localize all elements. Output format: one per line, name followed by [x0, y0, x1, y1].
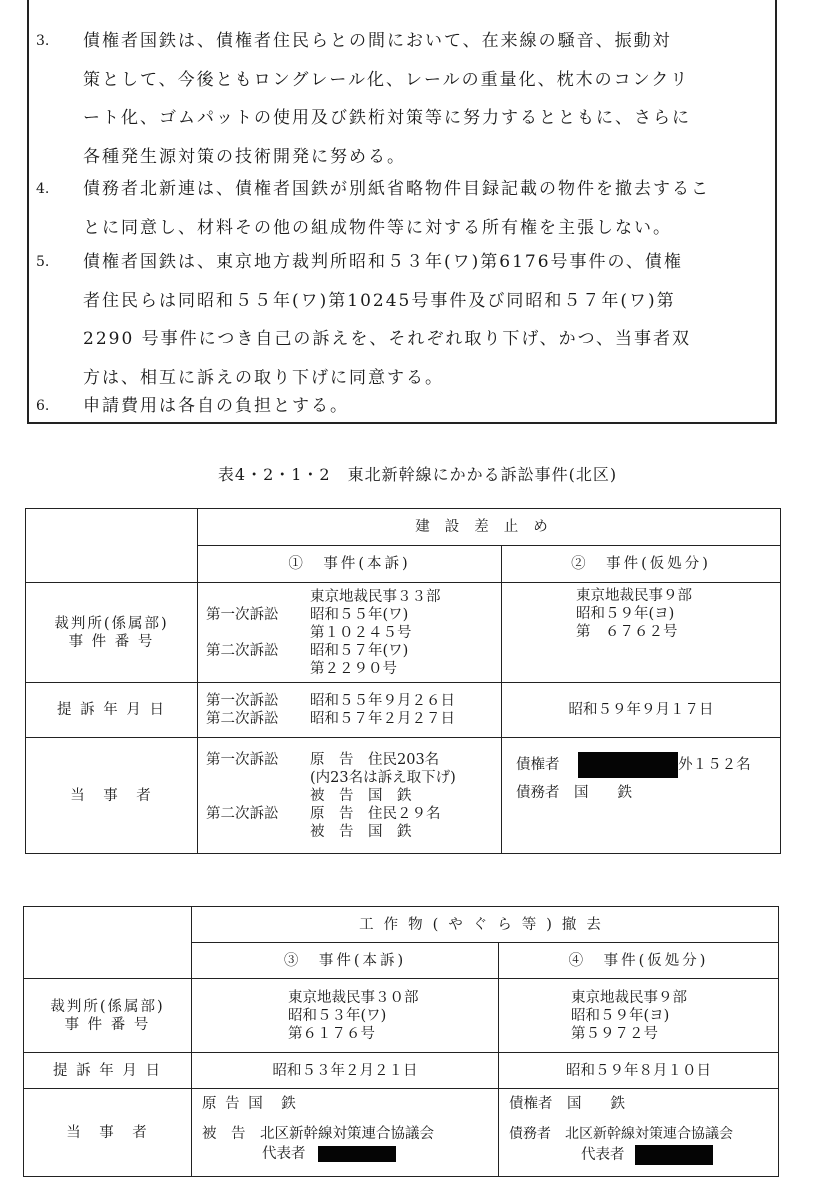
clause-line: 申請費用は各自の負担とする。	[83, 396, 349, 416]
clause-line: とに同意し、材料その他の組成物件等に対する所有権を主張しない。	[83, 217, 672, 238]
column-header-case3: ③ 事件(本訴)	[192, 943, 499, 979]
redaction-bar	[578, 752, 678, 778]
row-label-filing-date: 提 訴 年 月 日	[24, 1053, 192, 1089]
cell-value: 東京地裁民事３３部	[310, 588, 441, 605]
clause-line: 債権者国鉄は、東京地方裁判所昭和５３年(ワ)第6176号事件の、債権	[83, 252, 683, 272]
date-case1	[198, 683, 502, 738]
sub-label	[206, 769, 310, 787]
lawsuit-table-construction-injunction	[25, 508, 781, 854]
table-caption: 表4・2・1・2 東北新幹線にかかる訴訟事件(北区)	[217, 465, 618, 484]
sub-label	[206, 624, 310, 642]
cell-value: 第 ６７６２号	[576, 624, 678, 640]
cell-value: 第２２９０号	[310, 660, 397, 677]
row-label-filing-date: 提 訴 年 月 日	[26, 683, 198, 738]
clause-4	[36, 170, 736, 247]
clause-line: 策として、今後ともロングレール化、レールの重量化、枕木のコンクリ	[83, 69, 690, 90]
cell-value: 東京地裁民事９部	[576, 588, 692, 604]
row-label-line: 事 件 番 号	[64, 1016, 151, 1033]
table-corner	[24, 907, 192, 979]
row-label-line: 裁判所(係属部)	[50, 998, 165, 1015]
sub-label: 第二次訴訟	[206, 711, 279, 727]
debtor-line: 債務者 北区新幹線対策連合協議会	[509, 1126, 733, 1142]
creditor-label: 債権者	[516, 757, 560, 773]
table-header: 建設差止め	[198, 509, 781, 546]
clause-line: ート化、ゴムパットの使用及び鉄桁対策等に努力するとともに、さらに	[83, 108, 691, 128]
court-case3	[192, 979, 499, 1053]
row-label-court	[26, 583, 198, 683]
clause-number: 5.	[36, 254, 50, 270]
row-label-line: 裁判所(係属部)	[54, 615, 169, 632]
column-header-case2: ② 事件(仮処分)	[502, 546, 781, 583]
date-case4: 昭和５９年８月１０日	[499, 1053, 779, 1089]
cell-value: 昭和５７年(ワ)	[310, 642, 409, 659]
cell-value: 昭和５５年９月２６日	[310, 693, 455, 709]
column-header-case4: ④ 事件(仮処分)	[499, 943, 779, 979]
clause-number: 6.	[36, 398, 50, 414]
sub-label	[206, 660, 310, 678]
cell-value: 昭和５９年(ヨ)	[571, 1007, 670, 1024]
parties-case3	[192, 1089, 499, 1177]
clause-line: 者住民らは同昭和５５年(ワ)第10245号事件及び同昭和５７年(ワ)第	[83, 290, 676, 311]
parties-case4	[499, 1089, 779, 1177]
rep-label: 代表者	[581, 1147, 625, 1163]
cell-value: 東京地裁民事９部	[571, 989, 687, 1006]
rep-label: 代表者	[262, 1146, 306, 1162]
sub-label: 第一次訴訟	[206, 693, 279, 709]
clause-line: 債務者北新連は、債権者国鉄が別紙省略物件目録記載の物件を撤去するこ	[83, 179, 710, 199]
court-case2	[502, 583, 781, 683]
clause-line: 債権者国鉄は、債権者住民らとの間において、在来線の騒音、振動対	[83, 31, 672, 51]
clause-6	[36, 387, 736, 426]
row-label-parties: 当 事 者	[26, 738, 198, 854]
clause-line: 2290 号事件につき自己の訴えを、それぞれ取り下げ、かつ、当事者双	[83, 329, 691, 349]
cell-value: 東京地裁民事３０部	[288, 989, 419, 1006]
defendant-line: 被 告 北区新幹線対策連合協議会	[202, 1126, 434, 1142]
debtor-line: 債務者 国 鉄	[516, 785, 632, 801]
clause-number: 3.	[36, 33, 50, 49]
clause-5	[36, 243, 736, 397]
row-label-parties: 当 事 者	[24, 1089, 192, 1177]
sub-label	[206, 823, 310, 841]
lawsuit-table-structure-removal	[23, 906, 779, 1177]
redaction-bar	[318, 1146, 396, 1162]
table-header: 工作物(やぐら等)撤去	[192, 907, 779, 943]
cell-value: 昭和５５年(ワ)	[310, 606, 409, 623]
redaction-bar	[635, 1145, 713, 1165]
date-case2: 昭和５９年９月１７日	[502, 683, 781, 738]
clause-line: 各種発生源対策の技術開発に努める。	[83, 146, 406, 167]
parties-case2	[502, 738, 781, 854]
cell-value: 第５９７２号	[571, 1025, 658, 1042]
cell-value: 昭和５９年(ヨ)	[576, 606, 675, 622]
cell-value: (内23名は訴え取下げ)	[310, 769, 456, 786]
sub-label: 第二次訴訟	[206, 805, 279, 822]
plaintiff-line: 原 告 国 鉄	[202, 1096, 298, 1112]
column-header-case1: ① 事件(本訴)	[198, 546, 502, 583]
sub-label: 第一次訴訟	[206, 751, 279, 768]
sub-label	[206, 588, 310, 606]
creditor-suffix: 外１５２名	[678, 757, 751, 773]
cell-value: 原 告 住民203名	[310, 751, 440, 768]
cell-value: 昭和５３年(ワ)	[288, 1007, 387, 1024]
cell-value: 第１０２４５号	[310, 624, 412, 641]
court-case1	[198, 583, 502, 683]
parties-case1	[198, 738, 502, 854]
cell-value: 被 告 国 鉄	[310, 823, 412, 840]
court-case4	[499, 979, 779, 1053]
row-label-court	[24, 979, 192, 1053]
table-corner	[26, 509, 198, 583]
sub-label: 第二次訴訟	[206, 642, 279, 659]
creditor-line: 債権者 国 鉄	[509, 1096, 625, 1112]
clause-number: 4.	[36, 181, 50, 197]
cell-value: 原 告 住民２９名	[310, 805, 441, 822]
clause-3	[36, 22, 736, 176]
date-case3: 昭和５３年２月２１日	[192, 1053, 499, 1089]
cell-value: 被 告 国 鉄	[310, 787, 412, 804]
cell-value: 昭和５７年２月２７日	[310, 711, 455, 727]
clause-line: 方は、相互に訴えの取り下げに同意する。	[83, 367, 444, 388]
sub-label	[206, 787, 310, 805]
row-label-line: 事 件 番 号	[68, 633, 155, 650]
cell-value: 第６１７６号	[288, 1025, 375, 1042]
sub-label: 第一次訴訟	[206, 606, 279, 623]
